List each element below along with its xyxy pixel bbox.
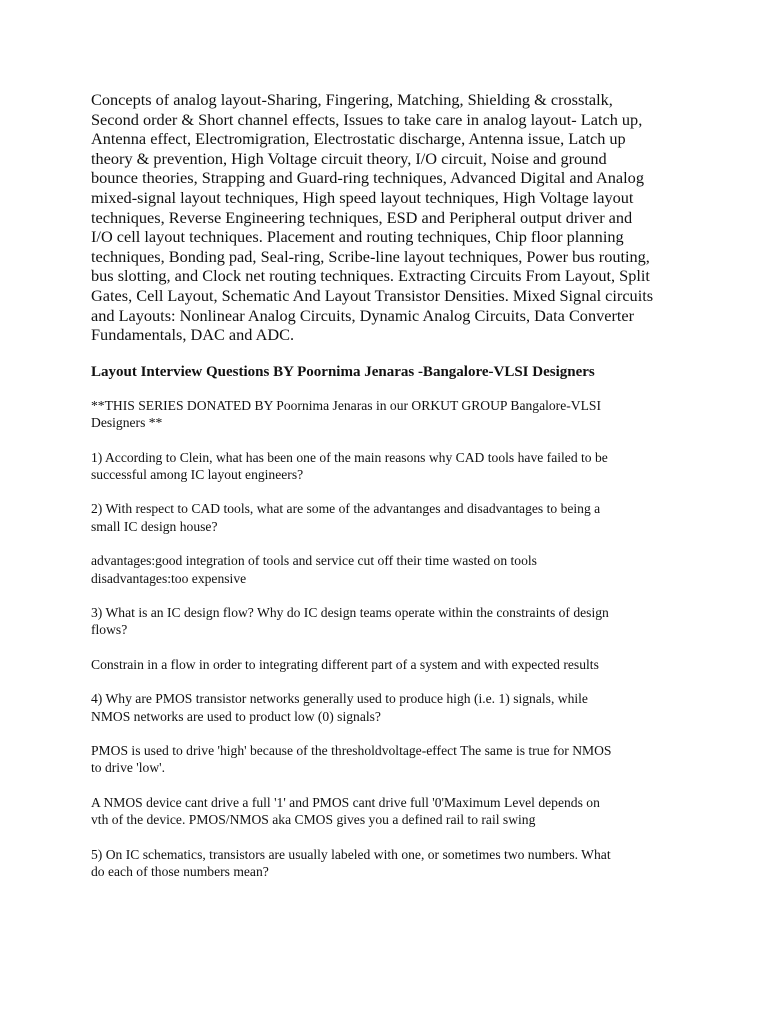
- answer-3: Constrain in a flow in order to integrating different part of a system and with expected results: [91, 656, 599, 672]
- question-5: 5) On IC schematics, transistors are usually labeled with one, or sometimes two numbers. What do each of those numbers mean?: [91, 846, 611, 880]
- answer-4b: A NMOS device cant drive a full '1' and PMOS cant drive full '0'Maximum Level depends on vth of the device. PMOS/NMOS aka CMOS gives you a defined rail to rail swing: [91, 794, 600, 828]
- question-3: 3) What is an IC design flow? Why do IC design teams operate within the constraints of design flows?: [91, 604, 609, 638]
- question-2: 2) With respect to CAD tools, what are some of the advantanges and disadvantages to being a small IC design house?: [91, 501, 601, 534]
- question-1: 1) According to Clein, what has been one of the main reasons why CAD tools have failed to be successful among IC layout engineers?: [91, 449, 608, 482]
- section-heading: Layout Interview Questions BY Poornima Jenaras -Bangalore-VLSI Designers: [91, 363, 595, 380]
- answer-4a: PMOS is used to drive 'high' because of the thresholdvoltage-effect The same is true for NMOS to drive 'low'.: [91, 743, 612, 776]
- question-4: 4) Why are PMOS transistor networks generally used to produce high (i.e. 1) signals, while NMOS networks are used to product low (0) signals?: [91, 691, 588, 724]
- answer-2: advantages:good integration of tools and service cut off their time wasted on tools disadvantages:too expensive: [91, 553, 537, 586]
- intro-paragraph: Concepts of analog layout-Sharing, Fingering, Matching, Shielding & crosstalk, Second order & Short channel effects, Issues to take care in analog layout- Latch up, Antenna effect, Electromigration, Electrostatic discharge, Antenna issue, Latch up theory & prevention, High Voltage circuit theory, I/O circuit, Noise and ground bounce theories, Strapping and Guard-ring techniques, Advanced Digital and Analog mixed-signal layout techniques, High speed layout techniques, High Voltage layout techniques, Reverse Engineering techniques, ESD and Peripheral output driver and I/O cell layout techniques. Placement and routing techniques, Chip floor planning techniques, Bonding pad, Seal-ring, Scribe-line layout techniques, Power bus routing, bus slotting, and Clock net routing techniques. Extracting Circuits From Layout, Split Gates, Cell Layout, Schematic And Layout Transistor Densities. Mixed Signal circuits and Layouts: Nonlinear Analog Circuits, Dynamic Analog Circuits, Data Converter Fundamentals, DAC and ADC.: [91, 90, 654, 345]
- document-page: [91, 90, 681, 880]
- donation-note: **THIS SERIES DONATED BY Poornima Jenaras in our ORKUT GROUP Bangalore-VLSI Designers **: [91, 397, 601, 431]
